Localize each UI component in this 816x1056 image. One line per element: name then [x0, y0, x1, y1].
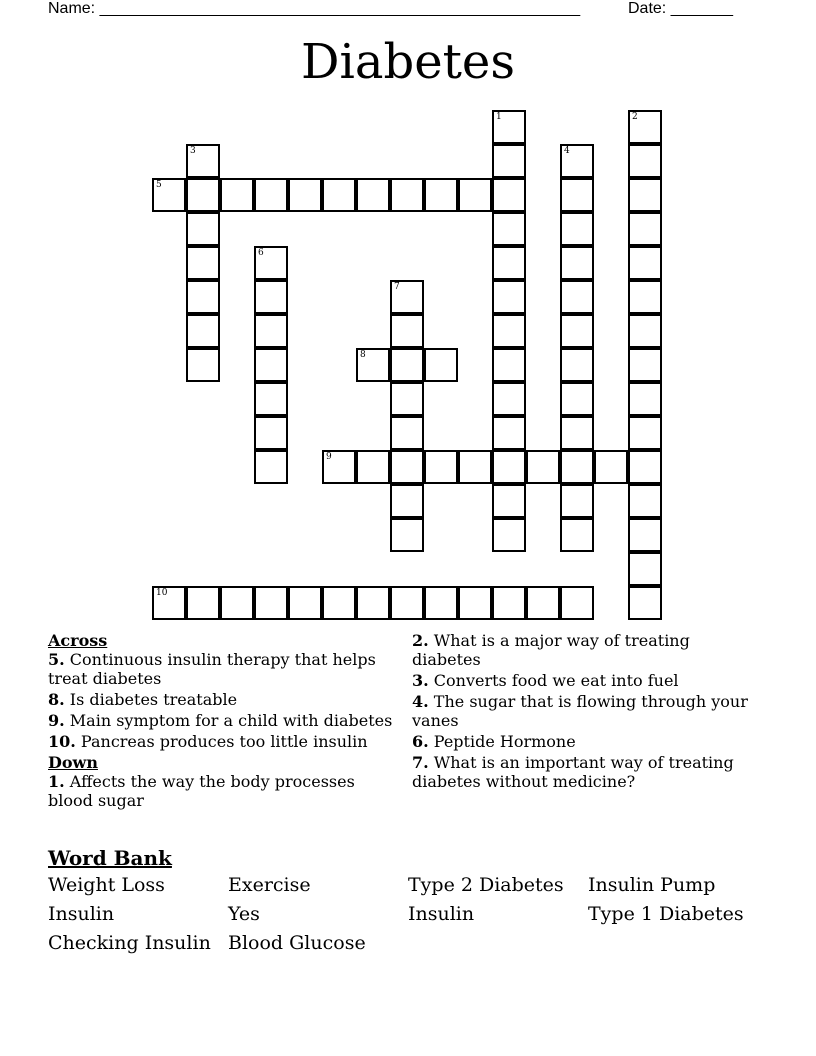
- clue-number-label: 4.: [412, 692, 429, 711]
- crossword-cell[interactable]: [560, 518, 594, 552]
- clue-number: 8: [360, 350, 366, 360]
- down-clue-list-right: [412, 631, 752, 791]
- crossword-cell[interactable]: [628, 212, 662, 246]
- crossword-cell[interactable]: [186, 314, 220, 348]
- crossword-cell[interactable]: [560, 450, 594, 484]
- crossword-cell[interactable]: [492, 212, 526, 246]
- crossword-cell[interactable]: [390, 484, 424, 518]
- crossword-cell[interactable]: [356, 348, 390, 382]
- word-bank-item: Insulin: [48, 903, 115, 925]
- page-title: Diabetes: [301, 34, 515, 90]
- clue-number: 3: [190, 146, 196, 156]
- crossword-cell[interactable]: [458, 586, 492, 620]
- clue-number-label: 10.: [48, 732, 76, 751]
- crossword-cell[interactable]: [390, 416, 424, 450]
- crossword-cell[interactable]: [356, 178, 390, 212]
- crossword-cell[interactable]: [254, 586, 288, 620]
- crossword-cell[interactable]: [628, 314, 662, 348]
- crossword-cell[interactable]: [560, 144, 594, 178]
- crossword-cell[interactable]: [628, 552, 662, 586]
- clue-text: Peptide Hormone: [428, 732, 576, 751]
- clue-item: [48, 732, 393, 751]
- crossword-cell[interactable]: [560, 586, 594, 620]
- clue-item: [48, 650, 393, 688]
- word-bank-item: Exercise: [228, 874, 311, 896]
- crossword-cell[interactable]: [288, 586, 322, 620]
- clue-item: [412, 671, 752, 690]
- crossword-cell[interactable]: [424, 348, 458, 382]
- clue-item: [412, 732, 752, 751]
- crossword-cell[interactable]: [186, 144, 220, 178]
- crossword-cell[interactable]: [628, 280, 662, 314]
- date-field-label: Date: _______: [628, 0, 733, 17]
- word-bank-item: Insulin Pump: [588, 874, 716, 896]
- clue-number: 10: [156, 588, 168, 598]
- crossword-cell[interactable]: [220, 586, 254, 620]
- clue-number-label: 6.: [412, 732, 429, 751]
- crossword-cell[interactable]: [560, 314, 594, 348]
- clue-number: 4: [564, 146, 570, 156]
- crossword-cell[interactable]: [492, 110, 526, 144]
- crossword-cell[interactable]: [152, 178, 186, 212]
- clue-number: 7: [394, 282, 400, 292]
- down-clue-list-left: [48, 772, 393, 810]
- crossword-cell[interactable]: [390, 314, 424, 348]
- clue-item: [412, 692, 752, 730]
- name-field-label: Name: ______________________________________________________: [48, 0, 581, 17]
- across-clue-list: [48, 650, 393, 751]
- crossword-cell[interactable]: [288, 178, 322, 212]
- crossword-cell[interactable]: [254, 416, 288, 450]
- crossword-cell[interactable]: [254, 450, 288, 484]
- crossword-cell[interactable]: [628, 518, 662, 552]
- crossword-cell[interactable]: [492, 246, 526, 280]
- crossword-cell[interactable]: [560, 484, 594, 518]
- crossword-cell[interactable]: [628, 348, 662, 382]
- crossword-cell[interactable]: [390, 450, 424, 484]
- crossword-cell[interactable]: [186, 178, 220, 212]
- crossword-cell[interactable]: [424, 586, 458, 620]
- word-bank-item: Insulin: [408, 903, 475, 925]
- clues-left-column: [48, 631, 393, 812]
- crossword-cell[interactable]: [492, 484, 526, 518]
- clue-number-label: 9.: [48, 711, 65, 730]
- crossword-cell[interactable]: [492, 144, 526, 178]
- crossword-cell[interactable]: [390, 518, 424, 552]
- clue-item: [412, 753, 752, 791]
- clue-number-label: 1.: [48, 772, 65, 791]
- crossword-cell[interactable]: [254, 314, 288, 348]
- crossword-cell[interactable]: [186, 586, 220, 620]
- clue-number-label: 3.: [412, 671, 429, 690]
- crossword-cell[interactable]: [322, 178, 356, 212]
- crossword-cell[interactable]: [560, 178, 594, 212]
- crossword-cell[interactable]: [186, 246, 220, 280]
- crossword-cell[interactable]: [390, 382, 424, 416]
- word-bank-item: Weight Loss: [48, 874, 165, 896]
- crossword-cell[interactable]: [628, 246, 662, 280]
- clue-text: Converts food we eat into fuel: [428, 671, 679, 690]
- crossword-cell[interactable]: [492, 348, 526, 382]
- crossword-cell[interactable]: [628, 450, 662, 484]
- word-bank-item: Yes: [228, 903, 260, 925]
- crossword-cell[interactable]: [152, 586, 186, 620]
- crossword-cell[interactable]: [628, 178, 662, 212]
- crossword-cell[interactable]: [424, 450, 458, 484]
- crossword-cell[interactable]: [560, 212, 594, 246]
- crossword-cell[interactable]: [560, 348, 594, 382]
- crossword-cell[interactable]: [594, 450, 628, 484]
- crossword-cell[interactable]: [424, 178, 458, 212]
- crossword-cell[interactable]: [356, 586, 390, 620]
- crossword-cell[interactable]: [492, 280, 526, 314]
- clue-number: 9: [326, 452, 332, 462]
- crossword-cell[interactable]: [492, 382, 526, 416]
- crossword-cell[interactable]: [628, 110, 662, 144]
- word-bank-item: Type 2 Diabetes: [408, 874, 564, 896]
- crossword-cell[interactable]: [628, 586, 662, 620]
- clue-text: Continuous insulin therapy that helps treat diabetes: [48, 650, 376, 688]
- clue-item: [412, 631, 752, 669]
- clue-number-label: 8.: [48, 690, 65, 709]
- clue-number: 1: [496, 112, 502, 122]
- clue-number: 6: [258, 248, 264, 258]
- crossword-cell[interactable]: [254, 382, 288, 416]
- crossword-cell[interactable]: [458, 178, 492, 212]
- clue-text: Pancreas produces too little insulin: [75, 732, 368, 751]
- crossword-cell[interactable]: [254, 246, 288, 280]
- crossword-cell[interactable]: [390, 178, 424, 212]
- crossword-cell[interactable]: [628, 382, 662, 416]
- crossword-cell[interactable]: [560, 246, 594, 280]
- clue-item: [48, 690, 393, 709]
- across-heading: Across: [48, 631, 108, 650]
- crossword-cell[interactable]: [628, 144, 662, 178]
- clue-item: [48, 711, 393, 730]
- crossword-cell[interactable]: [186, 212, 220, 246]
- clue-text: What is an important way of treating diabetes without medicine?: [412, 753, 734, 791]
- crossword-cell[interactable]: [492, 416, 526, 450]
- crossword-cell[interactable]: [526, 450, 560, 484]
- clue-number-label: 5.: [48, 650, 65, 669]
- word-bank-item: Type 1 Diabetes: [588, 903, 744, 925]
- word-bank-item: Checking Insulin: [48, 932, 211, 954]
- crossword-cell[interactable]: [492, 178, 526, 212]
- crossword-cell[interactable]: [254, 348, 288, 382]
- crossword-cell[interactable]: [560, 382, 594, 416]
- down-heading: Down: [48, 753, 98, 772]
- crossword-cell[interactable]: [526, 586, 560, 620]
- crossword-cell[interactable]: [186, 348, 220, 382]
- clue-number-label: 7.: [412, 753, 429, 772]
- crossword-cell[interactable]: [322, 586, 356, 620]
- crossword-cell[interactable]: [560, 416, 594, 450]
- crossword-cell[interactable]: [560, 280, 594, 314]
- crossword-cell[interactable]: [628, 484, 662, 518]
- crossword-cell[interactable]: [492, 518, 526, 552]
- crossword-cell[interactable]: [356, 450, 390, 484]
- crossword-cell[interactable]: [390, 348, 424, 382]
- crossword-cell[interactable]: [322, 450, 356, 484]
- clues-right-column: [412, 631, 752, 793]
- crossword-cell[interactable]: [390, 586, 424, 620]
- clue-number: 2: [632, 112, 638, 122]
- clue-item: [48, 772, 393, 810]
- crossword-cell[interactable]: [254, 178, 288, 212]
- clue-number: 5: [156, 180, 162, 190]
- clue-text: The sugar that is flowing through your vanes: [412, 692, 748, 730]
- word-bank-item: Blood Glucose: [228, 932, 366, 954]
- crossword-cell[interactable]: [390, 280, 424, 314]
- clue-text: Main symptom for a child with diabetes: [64, 711, 393, 730]
- crossword-cell[interactable]: [492, 450, 526, 484]
- crossword-cell[interactable]: [458, 450, 492, 484]
- clue-number-label: 2.: [412, 631, 429, 650]
- crossword-cell[interactable]: [492, 586, 526, 620]
- crossword-cell[interactable]: [492, 314, 526, 348]
- crossword-cell[interactable]: [628, 416, 662, 450]
- clue-text: Affects the way the body processes blood sugar: [48, 772, 355, 810]
- clue-text: What is a major way of treating diabetes: [412, 631, 690, 669]
- clue-text: Is diabetes treatable: [64, 690, 238, 709]
- crossword-cell[interactable]: [254, 280, 288, 314]
- word-bank-title: Word Bank: [48, 846, 172, 870]
- crossword-cell[interactable]: [220, 178, 254, 212]
- crossword-cell[interactable]: [186, 280, 220, 314]
